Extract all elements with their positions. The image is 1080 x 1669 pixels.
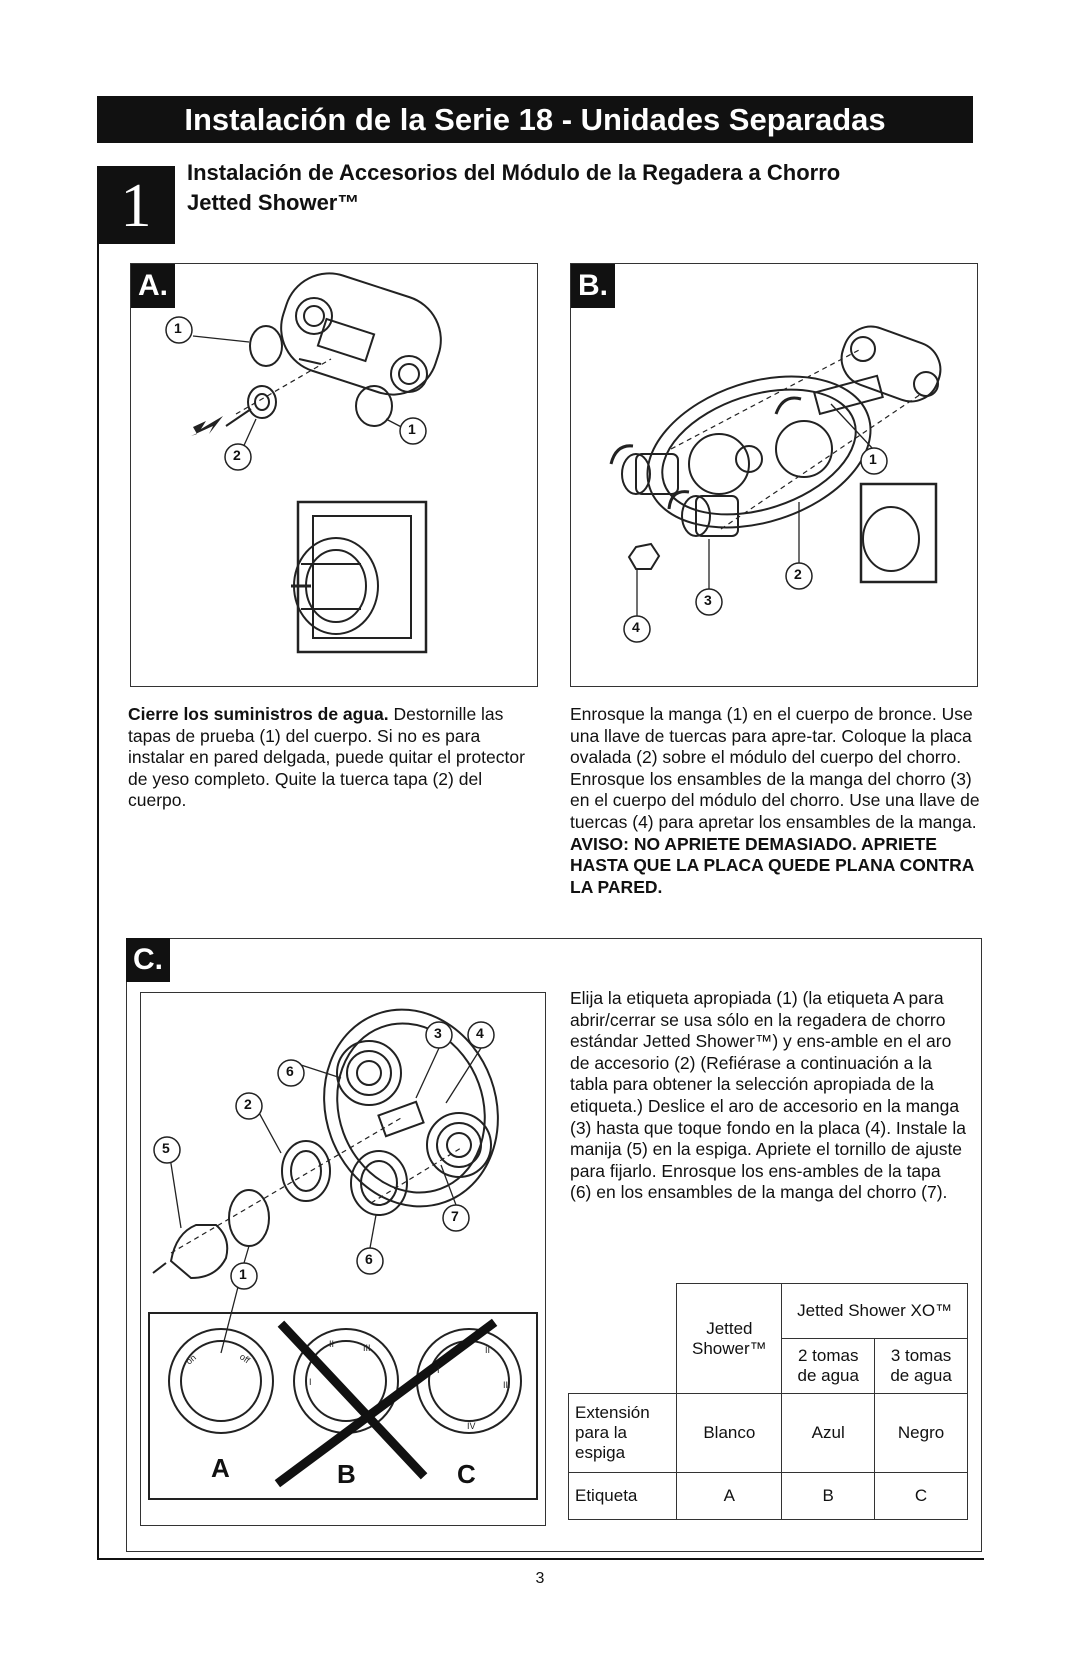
dial-c-mark-4: IV — [467, 1421, 476, 1431]
label-selection-table — [568, 1283, 968, 1520]
callout-b-1: 1 — [869, 451, 877, 467]
callout-c-6: 6 — [286, 1063, 294, 1079]
panel-b-tag: B. — [571, 264, 615, 308]
callout-c-3: 3 — [434, 1025, 442, 1041]
left-rule — [97, 244, 99, 1560]
table-head-xo: Jetted Shower XO™ — [782, 1284, 968, 1339]
dial-b-mark-3: III — [363, 1343, 371, 1353]
panel-c-tag: C. — [126, 938, 170, 982]
panel-a-text-bold: Cierre los suministros de agua. — [128, 704, 389, 724]
callout-c-1: 1 — [239, 1266, 247, 1282]
dial-c-mark-3: III — [503, 1380, 511, 1390]
dial-a-mark-off: off — [237, 1351, 252, 1366]
panel-b-text-plain: Enrosque la manga (1) en el cuerpo de bronce. Use una llave de tuercas para apre-tar. Coloque la placa ovalada (2) sobre el módulo del cuerpo del chorro. Enrosque los ensambles de la manga del chorro (3) en el cuerpo del módulo del chorro. Use una llave de tuercas (4) para apretar los ensambles de la manga. — [570, 704, 980, 832]
table-row1-label: Extensión para la espiga — [569, 1394, 677, 1473]
callout-a-1: 1 — [174, 320, 182, 336]
label-letter-c: C — [457, 1459, 476, 1489]
callout-b-3: 3 — [704, 592, 712, 608]
page-title: Instalación de la Serie 18 - Unidades Separadas — [97, 96, 973, 143]
label-letter-b: B — [337, 1459, 356, 1489]
panel-c-text: Elija la etiqueta apropiada (1) (la etiqueta A para abrir/cerrar se usa sólo en la regadera de chorro estándar Jetted Shower™) y ens-amble en el aro de accesorio (2) (Refiérase a continuación a la tabla para obtener la selección apropiada de la etiqueta.) Deslice el aro de accesorio en la manga (3) hasta que toque fondo en la placa (4). Instale la manija (5) en la espiga. Apriete el tornillo de ajuste para fijarlo. Enrosque los ens-ambles de la tapa (6) en los ensambles de la manga del chorro (7). — [570, 988, 966, 1203]
callout-a-2: 2 — [233, 447, 241, 463]
callout-c-2: 2 — [244, 1096, 252, 1112]
label-letter-a: A — [211, 1453, 230, 1483]
panel-c-callouts — [154, 1022, 494, 1289]
table-row2-val1: A — [677, 1473, 782, 1520]
bottom-rule — [97, 1558, 984, 1560]
table-row2-val3: C — [875, 1473, 968, 1520]
callout-c-4: 4 — [476, 1025, 484, 1041]
panel-a-text-rest: Destornille las tapas de prueba (1) del cuerpo. Si no es para instalar en pared delgada, puede quitar el protector de yeso completo. Quite la tuerca tapa (2) del cuerpo. — [128, 704, 525, 811]
table-sub-2: 2 tomas de agua — [782, 1339, 875, 1394]
callout-a-1b: 1 — [408, 421, 416, 437]
table-head-jetted: Jetted Shower™ — [677, 1284, 782, 1394]
table-sub-3: 3 tomas de agua — [875, 1339, 968, 1394]
callout-c-7: 7 — [451, 1208, 459, 1224]
table-row2-val2: B — [782, 1473, 875, 1520]
callout-c-5: 5 — [162, 1140, 170, 1156]
step-heading — [187, 158, 947, 218]
panel-a-figure — [130, 263, 538, 687]
step-heading-line2: Jetted Shower™ — [187, 190, 360, 215]
panel-b-text — [570, 704, 990, 898]
panel-c-illustration — [141, 993, 545, 1525]
dial-b-mark-1: I — [309, 1377, 312, 1387]
callout-b-4: 4 — [632, 619, 640, 635]
step-heading-line1: Instalación de Accesorios del Módulo de la Regadera a Chorro — [187, 160, 841, 185]
panel-a-tag: A. — [131, 264, 175, 308]
panel-c-figure — [140, 992, 546, 1526]
table-corner — [569, 1284, 677, 1394]
dial-c-mark-1: I — [437, 1365, 440, 1375]
panel-a-text — [128, 704, 538, 812]
dial-b-mark-2: II — [329, 1339, 335, 1349]
table-row1-val1: Blanco — [677, 1394, 782, 1473]
panel-a-illustration — [131, 264, 537, 686]
callout-b-2: 2 — [794, 566, 802, 582]
table-row2-label: Etiqueta — [569, 1473, 677, 1520]
dial-a-mark-on: on — [183, 1352, 198, 1367]
dial-c-mark-2: II — [485, 1345, 491, 1355]
panel-b-text-bold: AVISO: NO APRIETE DEMASIADO. APRIETE HASTA QUE LA PLACA QUEDE PLANA CONTRA LA PARED. — [570, 833, 974, 897]
table-row1-val2: Azul — [782, 1394, 875, 1473]
callout-c-6b: 6 — [365, 1251, 373, 1267]
table-row1-val3: Negro — [875, 1394, 968, 1473]
panel-b-figure — [570, 263, 978, 687]
page-number: 3 — [535, 1570, 545, 1587]
step-number: 1 — [97, 166, 175, 244]
